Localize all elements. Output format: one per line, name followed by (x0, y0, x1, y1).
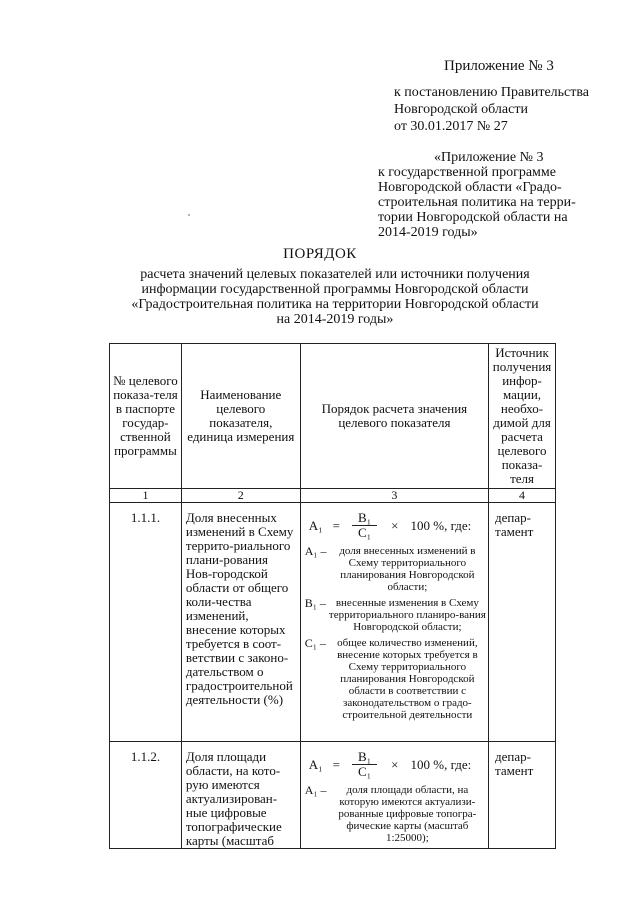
appendix-title: Приложение № 3 (444, 58, 554, 74)
formula-times: × (391, 517, 399, 533)
indicator-index-cell (110, 503, 182, 742)
table-row (110, 742, 556, 849)
formula-numerator: B₁ (352, 750, 377, 765)
quote-line: к государственной программе (378, 165, 556, 180)
subtitle-line: на 2014-2019 годы» (276, 312, 394, 327)
information-source: депар-тамент (495, 749, 534, 778)
header-text: Порядок расчета значения целевого показателя (321, 401, 468, 430)
legend-symbol: A₁ – (304, 544, 327, 558)
source-cell (489, 503, 556, 742)
indicator-name: Доля внесенных изменений в Схему террито-риального плани-рования Нов-городской области от общего коли-чества изменений, внесение которых требуется в соот-ветствии с законо-дательством о градостроительной деятельности (%) (185, 510, 294, 707)
scan-speck (188, 214, 190, 216)
header-information-source (489, 344, 556, 489)
quote-line: тории Новгородской области на (378, 210, 568, 225)
legend-description: внесенные изменения в Схему территориального планиро-вания Новгородской области; (328, 597, 486, 633)
legend-description: общее количество изменений, внесение которых требуется в Схему территориального планирования Новгородской области в соответствии с законодательством о градо-строительной деятельности (337, 637, 478, 721)
formula-lhs: A₁ (308, 517, 323, 533)
formula-fraction (352, 750, 377, 779)
header-text: № целевого показа-теля в паспорте государ-ственной программы (113, 373, 178, 458)
header-calculation-order (300, 344, 488, 489)
formula-denominator: C₁ (357, 525, 372, 540)
column-number-row (110, 489, 556, 503)
quote-line: Новгородской области «Градо- (378, 180, 562, 195)
column-number: 2 (181, 489, 300, 503)
formula-fraction (352, 511, 377, 540)
subtitle-line: информации государственной программы Новгородской области (141, 282, 529, 297)
formula-times: × (391, 756, 399, 772)
resolution-line-2: Новгородской области (394, 102, 528, 117)
formula-equals: = (332, 517, 340, 533)
document-title: ПОРЯДОК (283, 246, 357, 262)
program-appendix-reference (378, 150, 608, 240)
formula (301, 742, 488, 783)
table-header-row (110, 344, 556, 489)
formula-legend-item (301, 544, 488, 596)
formula-rest: 100 %, где: (410, 756, 472, 772)
quote-line: 2014-2019 годы» (378, 225, 478, 240)
resolution-line-1: к постановлению Правительства (394, 85, 590, 100)
indicator-name: Доля площади области, на кото-рую имеются актуализирован-ные цифровые топографические карты (масштаб (185, 749, 282, 848)
header-text: Наименование целевого показателя, единица измерения (187, 387, 295, 444)
formula-numerator: B₁ (352, 511, 377, 526)
formula-legend-item (301, 636, 488, 724)
legend-symbol: C₁ – (304, 636, 326, 650)
information-source: депар-тамент (495, 510, 534, 539)
header-text: Источник получения инфор-мации, необхо-димой для расчета целевого показа-теля (492, 345, 552, 486)
formula-legend-item (301, 783, 488, 847)
subtitle-line: расчета значений целевых показателей или источники получения (140, 267, 530, 282)
formula-legend-item (301, 596, 488, 636)
indicators-table (109, 343, 556, 849)
formula-lhs: A₁ (308, 756, 323, 772)
formula (301, 503, 488, 544)
indicator-name-cell (181, 742, 300, 849)
legend-symbol: A₁ – (304, 783, 327, 797)
legend-description: доля площади области, на которую имеются актуализи-рованные цифровые топогра-фические карты (масштаб 1:25000); (338, 784, 477, 844)
document-subtitle (130, 267, 540, 327)
quote-line: строительная политика на терри- (378, 195, 576, 210)
calculation-cell (300, 742, 488, 849)
table-row (110, 503, 556, 742)
column-number: 3 (300, 489, 488, 503)
indicator-name-cell (181, 503, 300, 742)
resolution-line-3: от 30.01.2017 № 27 (394, 119, 508, 134)
indicator-index: 1.1.1. (130, 510, 161, 525)
column-number: 1 (110, 489, 182, 503)
source-cell (489, 742, 556, 849)
indicator-index: 1.1.2. (130, 749, 161, 764)
formula-rest: 100 %, где: (410, 517, 472, 533)
legend-description: доля внесенных изменений в Схему территориального планирования Новгородской области; (339, 545, 476, 593)
legend-symbol: B₁ – (304, 596, 326, 610)
quote-line: «Приложение № 3 (434, 150, 544, 165)
header-indicator-name (181, 344, 300, 489)
header-indicator-number (110, 344, 182, 489)
calculation-cell (300, 503, 488, 742)
subtitle-line: «Градостроительная политика на территории Новгородской области (131, 297, 539, 312)
indicator-index-cell (110, 742, 182, 849)
formula-equals: = (332, 756, 340, 772)
formula-denominator: C₁ (357, 764, 372, 779)
column-number: 4 (489, 489, 556, 503)
